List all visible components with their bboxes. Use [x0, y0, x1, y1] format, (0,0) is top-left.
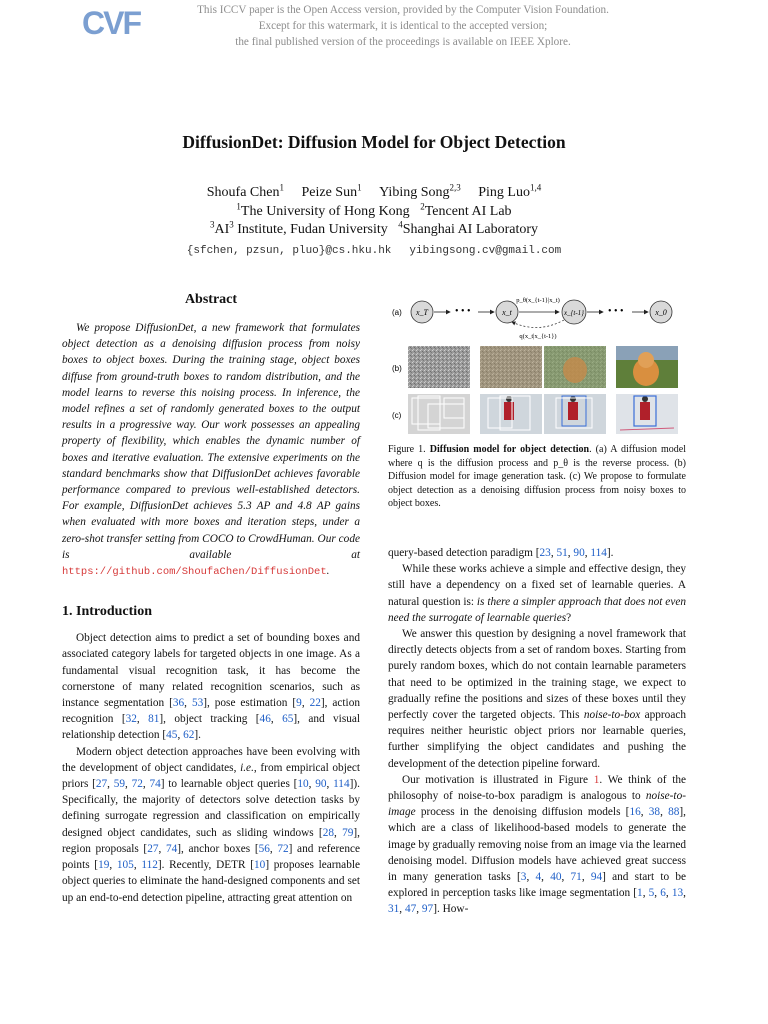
- text-run: ]). Specifically, the majority of detectors solve detection tasks by defining surrogate regression and classification on empirically designed object candidates, such as sliding windows [: [62, 778, 360, 839]
- author: Peize Sun$^1$: [301, 182, 362, 200]
- citation-link[interactable]: 62: [183, 729, 195, 742]
- email[interactable]: {sfchen, pzsun, pluo}@cs.hku.hk: [186, 244, 392, 257]
- left-column: [62, 292, 360, 906]
- author-block: [0, 184, 748, 260]
- text-run: We answer this question by designing a novel framework that directly detects objects from a set of random boxes. Starting from purely random boxes, which do not contain learnable parameters that need to be optimized in the training stage, we expect to gradually refine the positions and sizes of these boxes until they perfectly cover the targeted objects. This: [388, 628, 686, 722]
- text-run: ,: [334, 826, 343, 839]
- text-run: ,: [541, 871, 551, 884]
- citation-link[interactable]: 4: [535, 871, 542, 884]
- text-run: ], action recognition [: [62, 697, 360, 726]
- text-run: While these works achieve a simple and effective design, they still have a dependency on a fixed set of learnable queries. A natural question is:: [388, 563, 686, 608]
- citation-link[interactable]: 32: [125, 713, 137, 726]
- text-run: ?: [566, 611, 572, 624]
- text-run: ,: [125, 778, 132, 791]
- paper-title: DiffusionDet: Diffusion Model for Object Detection: [182, 132, 566, 152]
- citation-link[interactable]: 28: [322, 826, 334, 839]
- noise-image: [408, 346, 470, 388]
- citation-link[interactable]: 27: [95, 778, 108, 791]
- text-run: ]. How-: [433, 903, 469, 916]
- text-run: ], which are a class of likelihood-based models to generate the image by gradually removing noise from an image via the learned denoising model. Diffusion models have achieved great success in many generation tasks [: [388, 806, 687, 884]
- figure-diagram: [388, 294, 686, 434]
- author: Ping Luo$^{1,4}$: [478, 182, 542, 200]
- text-run: ,: [109, 859, 117, 872]
- text-run: ,: [133, 859, 142, 872]
- text-run: query-based detection paradigm [: [388, 547, 540, 559]
- citation-link[interactable]: 6: [660, 887, 666, 900]
- citation-link[interactable]: 72: [131, 778, 143, 791]
- text-run: ,: [270, 713, 283, 726]
- citation-link[interactable]: 114: [333, 778, 350, 791]
- citation-link[interactable]: 45: [166, 729, 178, 742]
- citation-link[interactable]: 90: [573, 547, 585, 559]
- text-run: ,: [158, 842, 166, 855]
- refining-boxes-image: [544, 394, 606, 434]
- citation-link[interactable]: 23: [539, 547, 551, 559]
- node-xt: [496, 301, 518, 323]
- citation-link[interactable]: 53: [191, 697, 204, 710]
- node-x0: [650, 301, 672, 323]
- text-run: ,: [399, 903, 405, 916]
- citation-link[interactable]: 10: [297, 778, 309, 791]
- text-run: ,: [184, 697, 192, 710]
- citation-link[interactable]: 27: [147, 842, 159, 855]
- citation-link[interactable]: 105: [116, 859, 134, 872]
- text-run: ,: [581, 871, 591, 884]
- citation-link[interactable]: 22: [309, 697, 321, 710]
- citation-link[interactable]: 46: [259, 713, 271, 726]
- text-run: ,: [308, 778, 316, 791]
- text-run: ], region proposals [: [62, 826, 360, 855]
- affiliations-line: $^1$The University of Hong Kong $^2$Tencent AI Lab: [236, 200, 512, 219]
- citation-link[interactable]: 36: [172, 697, 185, 710]
- text-run: ], anchor boxes [: [177, 842, 259, 855]
- text-run: is there a simpler approach that does not even need the surrogate of learnable queries: [388, 595, 687, 624]
- figure-caption: Figure 1. Diffusion model for object detection. (a) A diffusion model where q is the diffusion process and p_θ is the reverse process. (b) Diffusion model for image generation task. (c) We propose to formulate object detection as a denoising diffusion process from noisy boxes to object boxes.: [388, 444, 686, 510]
- email[interactable]: yibingsong.cv@gmail.com: [409, 244, 562, 257]
- text-run: ,: [301, 697, 310, 710]
- citation-link[interactable]: 74: [149, 778, 161, 791]
- text-run: ,: [665, 887, 672, 900]
- svg-text:x_0: x_0: [655, 308, 667, 317]
- text-run: , from empirical object priors [: [62, 761, 360, 791]
- mostly-denoised-image: [544, 346, 606, 388]
- text-run: ,: [416, 903, 422, 916]
- citation-link[interactable]: 71: [570, 871, 582, 884]
- watermark-line: Except for this watermark, it is identical to the accepted version;: [258, 20, 548, 32]
- text-run: ,: [561, 871, 571, 884]
- text-run: ], pose estimation [: [203, 697, 297, 710]
- citation-link[interactable]: 13: [671, 887, 684, 900]
- node-xt-1: [562, 300, 586, 324]
- ellipsis: • • •: [455, 306, 471, 317]
- citation-link[interactable]: 1: [637, 887, 643, 900]
- text-run: ] and start to be explored in perception tasks like image segmentation [: [388, 871, 686, 900]
- text-run: approach requires neither heuristic object priors nor learnable queries, further simplifying the object candidates and pushing the development of the detection pipeline forward.: [388, 709, 686, 770]
- affiliations-line: $^3AI^3$ Institute, Fudan University $^4$Shanghai AI Laboratory: [209, 219, 539, 237]
- text-run: ,: [584, 547, 591, 559]
- citation-link[interactable]: 56: [258, 842, 270, 855]
- watermark-line: the final published version of the proceedings is available on IEEE Xplore.: [235, 36, 571, 48]
- intro-paragraph: [62, 744, 360, 906]
- text-run: ,: [640, 806, 649, 819]
- detected-boxes-image: [616, 394, 678, 434]
- text-run: Modern object detection approaches have been evolving with the development of object candidates,: [62, 745, 360, 774]
- text-run: ,: [177, 729, 184, 742]
- author: Shoufa Chen$^1$: [206, 182, 284, 200]
- reverse-process-label: p_θ(x_{t-1}|x_t): [516, 297, 560, 304]
- text-run: Object detection aims to predict a set of bounding boxes and associated category labels for targeted objects in one image. As a fundamental visual recognition task, it has become the cornerstone of many related recognition scenarios, such as instance segmentation [: [62, 632, 360, 710]
- body-paragraph: [388, 772, 686, 918]
- abstract-heading: Abstract: [184, 292, 238, 307]
- text-run: noise-to-box: [583, 709, 641, 722]
- text-run: ,: [136, 713, 149, 726]
- citation-link[interactable]: 65: [282, 713, 294, 726]
- citation-link[interactable]: 88: [668, 806, 680, 819]
- svg-text:x_T: x_T: [416, 308, 428, 317]
- text-run: ,: [660, 806, 669, 819]
- author: Yibing Song$^{2,3}$: [379, 182, 461, 200]
- text-run: process in the denoising diffusion models [: [415, 806, 630, 819]
- text-run: ,: [107, 778, 114, 791]
- citation-link[interactable]: 94: [590, 871, 603, 884]
- intro-heading: 1. Introduction: [62, 604, 152, 620]
- text-run: ,: [550, 547, 557, 559]
- citation-link[interactable]: 114: [590, 547, 607, 559]
- node-xT: [411, 301, 433, 323]
- text-run: ,: [642, 887, 649, 900]
- citation-link[interactable]: 16: [629, 806, 641, 819]
- citation-link[interactable]: 38: [648, 806, 661, 819]
- citation-link[interactable]: 90: [315, 778, 327, 791]
- row-label-b: (b): [392, 364, 402, 373]
- text-run: ,: [654, 887, 661, 900]
- text-run: ,: [326, 778, 334, 791]
- cvf-logo: CVF: [82, 5, 140, 41]
- partially-denoised-image: [480, 346, 542, 388]
- watermark-line: This ICCV paper is the Open Access version, provided by the Computer Vision Foundation.: [197, 4, 609, 16]
- intro-paragraph: [62, 630, 360, 743]
- figure-reference[interactable]: 1: [593, 773, 600, 786]
- text-run: ].: [606, 547, 614, 559]
- right-column: [388, 545, 686, 918]
- figure-1: [388, 294, 686, 511]
- text-run: ] proposes learnable object queries to eliminate the hand-designed components and set up an end-to-end detection pipeline, attracting great attention on: [62, 859, 360, 904]
- text-run: noise-to-image: [388, 790, 686, 819]
- citation-link[interactable]: 31: [388, 903, 400, 916]
- text-run: ]. Recently, DETR [: [157, 859, 255, 872]
- forward-process-label: q(x_t|x_{t-1}): [519, 333, 557, 340]
- citation-link[interactable]: 79: [342, 826, 354, 839]
- citation-link[interactable]: 112: [141, 859, 158, 872]
- citation-link[interactable]: 9: [296, 697, 302, 710]
- abstract-text: We propose DiffusionDet, a new framework that formulates object detection as a denoising diffusion process from noisy boxes to object boxes. During the training stage, object boxes diffuse from ground-truth boxes to random distribution, and the model learns to reverse this noising process. In inference, the model refines a set of randomly generated boxes to the output results in a progressive way. Our work possesses an appealing property of flexibility, which enables the dynamic number of boxes and iterative evaluation. The extensive experiments on the standard benchmarks show that DiffusionDet achieves favorable performance compared to previous well-established detectors. For example, DiffusionDet achieves 5.3 AP and 4.8 AP gains when evaluated with more boxes and iteration steps, under a zero-shot transfer setting from COCO to CrowdHuman. Our code is available at https://github.com/ShoufaChen/DiffusionDet.: [62, 322, 360, 579]
- noisy-boxes-image: [480, 394, 542, 434]
- text-run: Our motivation is illustrated in Figure: [402, 773, 594, 786]
- text-run: ] to learnable object queries [: [160, 778, 298, 791]
- citation-link[interactable]: 47: [404, 903, 417, 916]
- citation-link[interactable]: 81: [148, 713, 160, 726]
- random-boxes-image: [408, 394, 470, 434]
- body-paragraph: [388, 561, 686, 626]
- svg-text:x_{t-1}: x_{t-1}: [564, 309, 584, 317]
- ellipsis: • • •: [608, 306, 624, 317]
- watermark-notice: [150, 2, 656, 50]
- author-emails: [0, 242, 748, 261]
- citation-link[interactable]: 72: [277, 842, 289, 855]
- svg-text:x_t: x_t: [502, 308, 512, 317]
- citation-link[interactable]: 97: [421, 903, 434, 916]
- text-run: ] and reference points [: [62, 842, 360, 872]
- text-run: ], and visual relationship detection [: [62, 713, 361, 742]
- text-run: ,: [567, 547, 574, 559]
- text-run: i.e.: [240, 761, 254, 774]
- row-label-a: (a): [392, 308, 402, 317]
- author-list: [0, 184, 748, 203]
- text-run: ].: [194, 729, 201, 742]
- text-run: ,: [526, 871, 536, 884]
- text-run: ], object tracking [: [159, 713, 260, 726]
- body-paragraph: [388, 626, 686, 772]
- citation-link[interactable]: 5: [648, 887, 655, 900]
- citation-link[interactable]: 19: [98, 859, 110, 872]
- citation-link[interactable]: 74: [165, 842, 178, 855]
- citation-link[interactable]: 3: [520, 871, 527, 884]
- text-run: ,: [683, 887, 686, 900]
- text-run: . We think of the philosophy of noise-to-box paradigm is analogous to: [388, 773, 686, 803]
- code-link[interactable]: https://github.com/ShoufaChen/DiffusionDet: [62, 566, 327, 579]
- citation-link[interactable]: 51: [556, 547, 568, 559]
- text-run: ,: [142, 778, 150, 791]
- row-label-c: (c): [392, 411, 402, 420]
- citation-link[interactable]: 40: [550, 871, 562, 884]
- text-run: ,: [269, 842, 278, 855]
- cat-photo: [616, 346, 678, 388]
- citation-link[interactable]: 10: [254, 859, 266, 872]
- body-paragraph: [388, 545, 686, 561]
- citation-link[interactable]: 59: [113, 778, 126, 791]
